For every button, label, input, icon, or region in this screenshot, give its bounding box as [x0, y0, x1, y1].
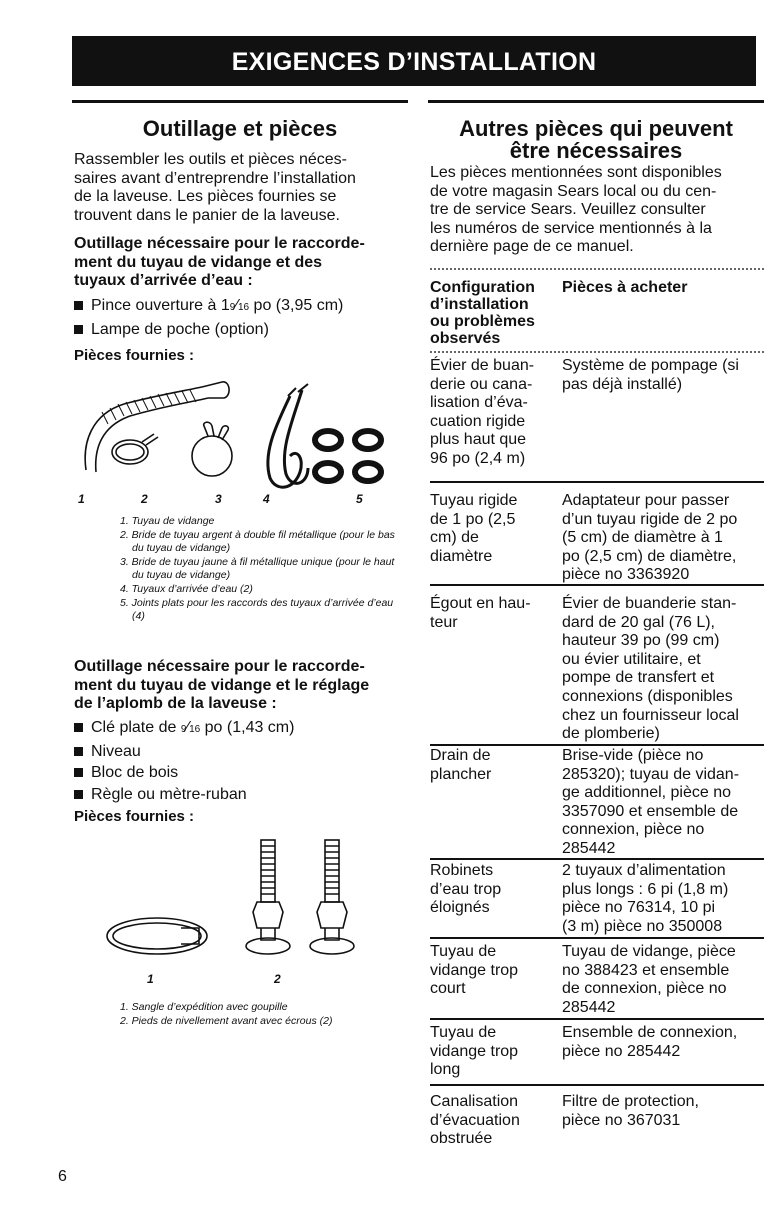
fig1-number: 4 [263, 492, 270, 506]
table-cell-parts: Système de pompage (si pas déjà installé) [562, 357, 739, 393]
row-rule [430, 584, 764, 586]
caption-item: 1. Tuyau de vidange [120, 515, 215, 527]
caption-item: 2. Pieds de nivellement avant avec écrous (2) [120, 1014, 333, 1027]
yellow-clamp-drawing [192, 436, 232, 476]
section-rule [428, 100, 764, 103]
list-item: Lampe de poche (option) [74, 319, 408, 341]
fig1-number: 3 [215, 492, 222, 506]
caption-item: 2. Bride de tuyau argent à double fil métallique (pour le bas du tuyau de vidange) [120, 528, 395, 555]
table-cell-parts: Adaptateur pour passer d’un tuyau rigide de 2 po (5 cm) de diamètre à 1 po (2,5 cm) de diamètre, pièce no 3363920 [562, 492, 738, 584]
fig1-number: 2 [141, 492, 148, 506]
right-heading-line2: être nécessaires [509, 138, 683, 163]
table-cell-problem: Robinets d’eau trop éloignés [430, 862, 502, 917]
table-cell-parts: Filtre de protection, pièce no 367031 [562, 1093, 699, 1129]
caption-item: 5. Joints plats pour les raccords des tuyaux d’arrivée d’eau (4) [120, 596, 394, 623]
row-rule [430, 1084, 764, 1086]
section-rule [72, 100, 408, 103]
tools-list-2 [74, 717, 408, 805]
caption-item: 1. Sangle d’expédition avec goupille [120, 1001, 288, 1013]
parts-illustration-1 [72, 352, 402, 502]
page-banner: EXIGENCES D’INSTALLATION [72, 36, 756, 86]
table-cell-problem: Tuyau rigide de 1 po (2,5 cm) de diamètre [430, 492, 518, 565]
table-header-parts: Pièces à acheter [562, 279, 688, 296]
table-cell-problem: Tuyau de vidange trop court [430, 943, 519, 998]
list-item: Bloc de bois [74, 762, 408, 784]
table-cell-problem: Évier de buan- derie ou cana- lisation d’éva- cuation rigide plus haut que 96 po (2,4 m) [430, 357, 535, 467]
row-rule [430, 858, 764, 860]
table-cell-parts: Ensemble de connexion, pièce no 285442 [562, 1024, 738, 1060]
fig1-number: 5 [356, 492, 363, 506]
left-heading: Outillage et pièces [142, 116, 338, 141]
right-intro: Les pièces mentionnées sont disponibles de votre magasin Sears local ou du cen- tre de service Sears. Veuillez consulter les numéros de service mentionnés à la dernière page de ce manuel. [430, 164, 722, 256]
table-cell-problem: Égout en hau- teur [430, 595, 531, 631]
leveling-foot-drawing [310, 840, 354, 954]
tools-title-2: Outillage nécessaire pour le raccorde- ment du tuyau de vidange et le réglage de l’aplomb de la laveuse : [74, 658, 370, 713]
table-cell-parts: Brise-vide (pièce no 285320); tuyau de vidan- ge additionnel, pièce no 3357090 et ensemble de connexion, pièce no 285442 [562, 747, 740, 857]
left-intro: Rassembler les outils et pièces néces- saires avant d’entreprendre l’installation de la laveuse. Les pièces fournies se trouvent dans le panier de la laveuse. [74, 151, 356, 224]
table-divider [430, 268, 764, 270]
leveling-foot-drawing [246, 840, 290, 954]
row-rule [430, 481, 764, 483]
table-cell-problem: Drain de plancher [430, 747, 492, 783]
list-item: Pince ouverture à 19⁄16 po (3,95 cm) [74, 295, 408, 319]
right-heading-line1: Autres pièces qui peuvent [459, 116, 733, 141]
table-cell-parts: 2 tuyaux d’alimentation plus longs : 6 pi (1,8 m) pièce no 76314, 10 pi (3 m) pièce no 350008 [562, 862, 729, 935]
caption-item: 3. Bride de tuyau jaune à fil métallique unique (pour le haut du tuyau de vidange) [120, 555, 395, 582]
tools-list-1 [74, 295, 408, 340]
list-item: Règle ou mètre-ruban [74, 784, 408, 806]
parts-illustration-2 [95, 832, 375, 972]
parts-label-1: Pièces fournies : [74, 347, 195, 364]
table-cell-parts: Évier de buanderie stan- dard de 20 gal (76 L), hauteur 39 po (99 cm) ou évier utilitaire, et pompe de transfert et connexions (disponibles chez un fournisseur local de plomberie) [562, 595, 739, 743]
parts-label-2: Pièces fournies : [74, 808, 195, 825]
tools-title-1: Outillage nécessaire pour le raccorde- ment du tuyau de vidange et des tuyaux d’arrivée d’eau : [74, 235, 365, 290]
list-item: Niveau [74, 741, 408, 763]
table-cell-problem: Canalisation d’évacuation obstruée [430, 1093, 520, 1148]
row-rule [430, 937, 764, 939]
washers-drawing [315, 431, 381, 481]
row-rule [430, 1018, 764, 1020]
page-number: 6 [58, 1168, 67, 1185]
fig1-number: 1 [78, 492, 85, 506]
caption-item: 4. Tuyaux d’arrivée d’eau (2) [120, 582, 253, 595]
table-header-config: Configuration d’installation ou problèmes observés [430, 279, 535, 347]
fig1-captions [120, 515, 395, 624]
row-rule [430, 744, 764, 746]
table-cell-problem: Tuyau de vidange trop long [430, 1024, 519, 1079]
fig2-number: 1 [147, 972, 154, 986]
fig2-captions [120, 1001, 400, 1028]
table-divider [430, 351, 764, 353]
fig2-number: 2 [274, 972, 281, 986]
table-cell-parts: Tuyau de vidange, pièce no 388423 et ensemble de connexion, pièce no 285442 [562, 943, 736, 1016]
list-item: Clé plate de 9⁄16 po (1,43 cm) [74, 717, 408, 741]
